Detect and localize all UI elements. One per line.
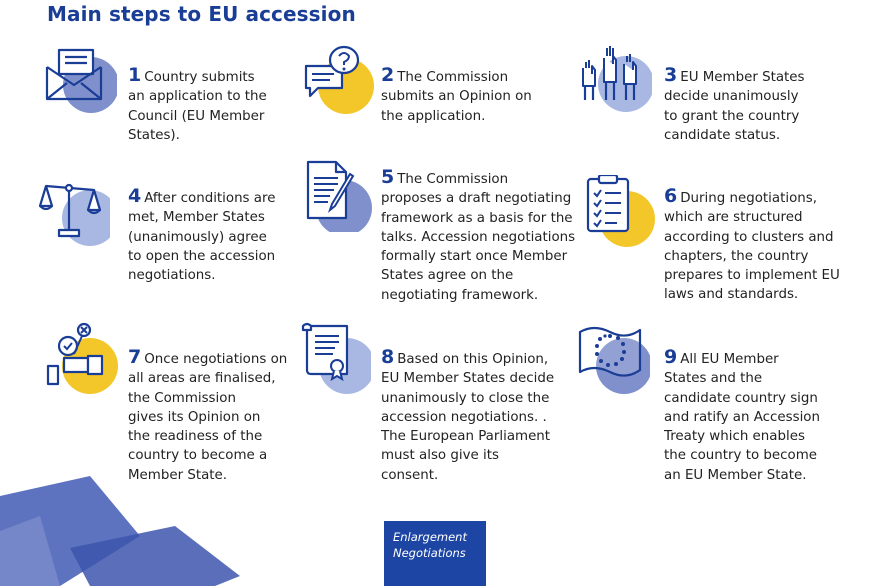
step-number: 6 [664,185,678,207]
step-text: 8 Based on this Opinion, EU Member States decide unanimously to close the accession negotiations. . The European Parliament must also give its consent. [381,346,555,483]
step-text: 4 After conditions are met, Member States (unanimously) agree to open the accession negotiations. [128,185,276,284]
step-text: 1 Country submits an application to the Council (EU Member States). [128,64,267,143]
step-text: 5 The Commission proposes a draft negotiating framework as a basis for the talks. Accession negotiations formally start once Member States agree on the negotiating framework. [381,166,576,303]
step-text: 9 All EU Member States and the candidate country sign and ratify an Accession Treaty which enables the country to become an EU Member State. [664,346,820,483]
step-number: 2 [381,64,395,86]
step-text: 7 Once negotiations on all areas are finalised, the Commission gives its Opinion on the readiness of the country to become a Member State. [128,346,288,483]
step-number: 9 [664,346,678,368]
decorative-shapes [0,476,260,586]
raised-hands-icon [580,44,652,116]
step-number: 7 [128,346,142,368]
step-number: 8 [381,346,395,368]
step-number: 5 [381,166,395,188]
step-number: 4 [128,185,142,207]
envelope-icon [45,45,117,117]
scales-icon [38,178,110,250]
speech-question-icon [302,44,374,116]
step-number: 3 [664,64,678,86]
enlargement-negotiations-badge [384,521,486,586]
step-number: 1 [128,64,142,86]
eu-flag-icon [578,324,650,396]
badge-line-2: Negotiations [393,546,466,560]
checklist-clipboard-icon [585,175,657,247]
page-title: Main steps to EU accession [47,2,356,26]
step-text: 3 EU Member States decide unanimously to grant the country candidate status. [664,64,805,143]
certificate-scroll-icon [299,322,371,394]
approval-handshake-icon [46,322,118,394]
document-pen-icon [304,160,376,232]
step-text: 2 The Commission submits an Opinion on the application. [381,64,532,124]
badge-line-1: Enlargement [393,530,467,544]
step-text: 6 During negotiations, which are structured according to clusters and chapters, the country prepares to implement EU laws and standards. [664,185,840,303]
